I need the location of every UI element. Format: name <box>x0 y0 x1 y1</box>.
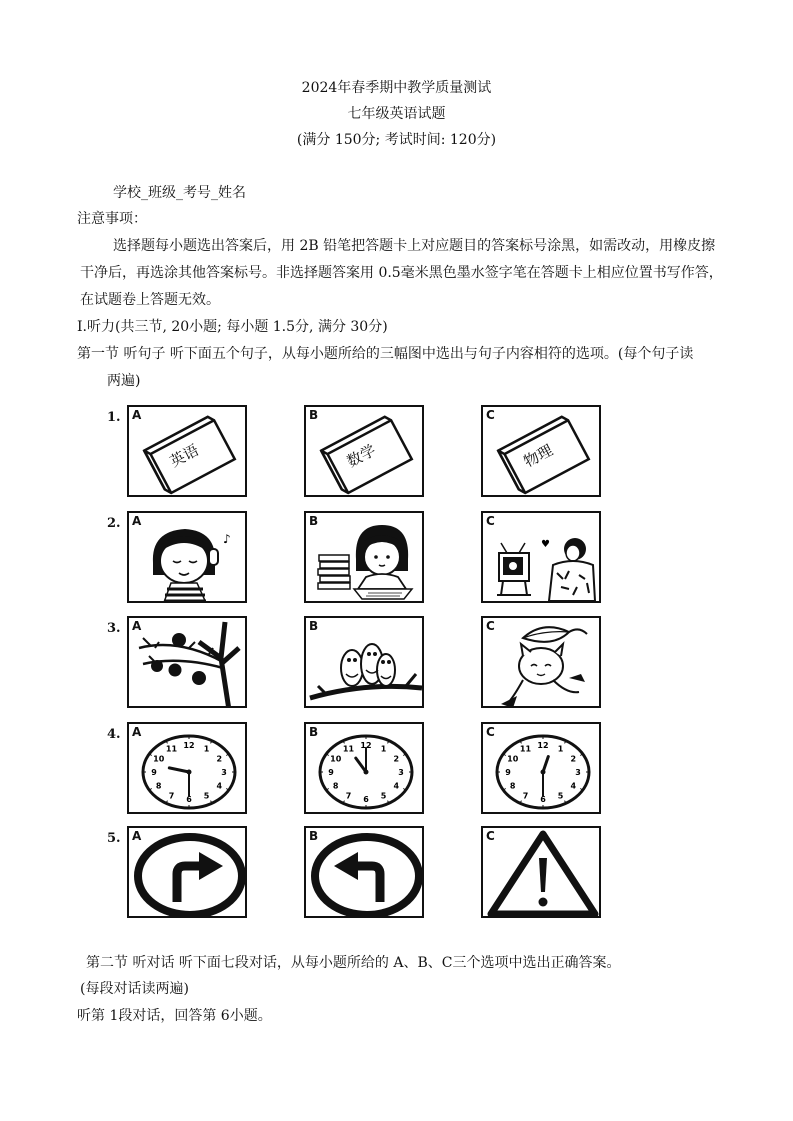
notice-line-1: 选择题每小题选出答案后，用 2B 铅笔把答题卡上对应题目的答案标号涂黑，如需改动，用橡皮擦 <box>113 238 716 254</box>
warning-sign-icon <box>483 828 601 918</box>
clock-numeral: 8 <box>155 781 162 791</box>
clock-numeral: 12 <box>360 741 372 750</box>
clock-numeral: 11 <box>519 744 532 754</box>
option-panel[interactable] <box>127 405 247 497</box>
clock-numeral: 3 <box>398 768 404 777</box>
option-panel[interactable] <box>127 511 247 603</box>
option-panel[interactable] <box>481 405 601 497</box>
option-panel[interactable] <box>481 511 601 603</box>
clock-numeral: 8 <box>509 781 516 791</box>
clock-numeral: 1 <box>557 744 564 754</box>
clock-numeral: 2 <box>393 754 400 764</box>
option-label: C <box>486 514 495 528</box>
part1-title: Ⅰ.听力(共三节, 20小题; 每小题 1.5分, 满分 30分) <box>77 319 388 335</box>
section1-line-2: 两遍) <box>107 373 141 389</box>
option-label: C <box>486 725 495 739</box>
exam-subtitle: 七年级英语试题 <box>347 106 446 122</box>
question-number: 1. <box>107 410 121 425</box>
clock-numeral: 3 <box>575 768 581 777</box>
option-panel[interactable] <box>304 405 424 497</box>
option-panel[interactable] <box>304 826 424 918</box>
clock-numeral: 10 <box>507 754 519 764</box>
apple-tree-icon <box>129 618 247 708</box>
option-label: A <box>132 829 142 843</box>
dialog1-instruction: 听第 1段对话，回答第 6小题。 <box>77 1008 272 1024</box>
turn-left-sign-icon <box>306 828 424 918</box>
clock-numeral: 12 <box>537 741 549 750</box>
option-panel[interactable] <box>481 826 601 918</box>
option-panel[interactable] <box>481 722 601 814</box>
clock-numeral: 7 <box>345 791 352 801</box>
clock-numeral: 6 <box>540 795 546 804</box>
option-panel[interactable] <box>127 616 247 708</box>
option-label: A <box>132 408 142 422</box>
book-cover-text: 英语 <box>166 440 202 471</box>
question-number: 4. <box>107 727 121 742</box>
section1-line-1: 第一节 听句子 听下面五个句子，从每小题所给的三幅图中选出与句子内容相符的选项。(每个句子读 <box>77 346 694 362</box>
clock-numeral: 4 <box>216 781 223 791</box>
option-label: B <box>309 829 319 843</box>
clock-numeral: 3 <box>221 768 227 777</box>
birds-on-branch-icon <box>306 618 424 708</box>
clock-numeral: 12 <box>183 741 195 750</box>
question-number: 3. <box>107 621 121 636</box>
option-label: C <box>486 829 495 843</box>
clock-numeral: 1 <box>380 744 387 754</box>
clock-numeral: 9 <box>505 768 511 777</box>
clock-numeral: 1 <box>203 744 210 754</box>
clock-center <box>541 770 546 775</box>
clock-numeral: 11 <box>342 744 355 754</box>
svg-text:♥: ♥ <box>541 539 550 550</box>
clock-numeral: 2 <box>570 754 577 764</box>
clock-numeral: 10 <box>330 754 342 764</box>
question-number: 5. <box>107 831 121 846</box>
clock-center <box>187 770 192 775</box>
book-cover-text: 数学 <box>343 440 379 471</box>
option-label: A <box>132 619 142 633</box>
clock-numeral: 5 <box>380 791 387 801</box>
option-label: C <box>486 408 495 422</box>
clock-numeral: 7 <box>522 791 529 801</box>
clock-numeral: 6 <box>186 795 192 804</box>
cat-with-leaf-icon <box>483 618 601 708</box>
book-cover-text: 物理 <box>520 440 556 471</box>
option-label: C <box>486 619 495 633</box>
clock-numeral: 10 <box>153 754 165 764</box>
clock-numeral: 2 <box>216 754 223 764</box>
girl-watching-tv-icon <box>483 513 601 603</box>
clock-numeral: 8 <box>332 781 339 791</box>
option-panel[interactable] <box>127 722 247 814</box>
clock-numeral: 5 <box>203 791 210 801</box>
girl-studying-icon <box>306 513 424 603</box>
clock-numeral: 6 <box>363 795 369 804</box>
girl-listening-music-icon <box>129 513 247 603</box>
notice-line-3: 在试题卷上答题无效。 <box>80 292 220 308</box>
turn-right-sign-icon <box>129 828 247 918</box>
clock-icon <box>306 724 424 814</box>
notice-title: 注意事项： <box>77 211 147 227</box>
notice-line-2: 干净后，再选涂其他答案标号。非选择题答案用 0.5毫米黑色墨水签字笔在答题卡上相应位置书写作答， <box>80 265 723 281</box>
option-panel[interactable] <box>127 826 247 918</box>
question-number: 2. <box>107 516 121 531</box>
option-label: B <box>309 619 319 633</box>
option-label: A <box>132 725 142 739</box>
option-label: A <box>132 514 142 528</box>
option-panel[interactable] <box>304 616 424 708</box>
option-panel[interactable] <box>304 722 424 814</box>
exam-info: (满分 150分; 考试时间: 120分) <box>296 132 497 148</box>
option-label: B <box>309 514 319 528</box>
option-label: B <box>309 725 319 739</box>
section2-line-1: 第二节 听对话 听下面七段对话，从每小题所给的 A、B、C三个选项中选出正确答案。 <box>86 955 621 971</box>
clock-numeral: 9 <box>151 768 157 777</box>
clock-numeral: 4 <box>570 781 577 791</box>
option-panel[interactable] <box>481 616 601 708</box>
clock-numeral: 5 <box>557 791 564 801</box>
section2-line-2: (每段对话读两遍) <box>80 981 189 997</box>
option-panel[interactable] <box>304 511 424 603</box>
clock-numeral: 11 <box>165 744 178 754</box>
student-info-line: 学校_班级_考号_姓名 <box>113 185 246 201</box>
clock-numeral: 9 <box>328 768 334 777</box>
option-label: B <box>309 408 319 422</box>
clock-icon <box>129 724 247 814</box>
clock-icon <box>483 724 601 814</box>
clock-numeral: 4 <box>393 781 400 791</box>
svg-text:♪: ♪ <box>223 532 231 546</box>
clock-numeral: 7 <box>168 791 175 801</box>
clock-center <box>364 770 369 775</box>
exam-title: 2024年春季期中教学质量测试 <box>301 80 492 96</box>
